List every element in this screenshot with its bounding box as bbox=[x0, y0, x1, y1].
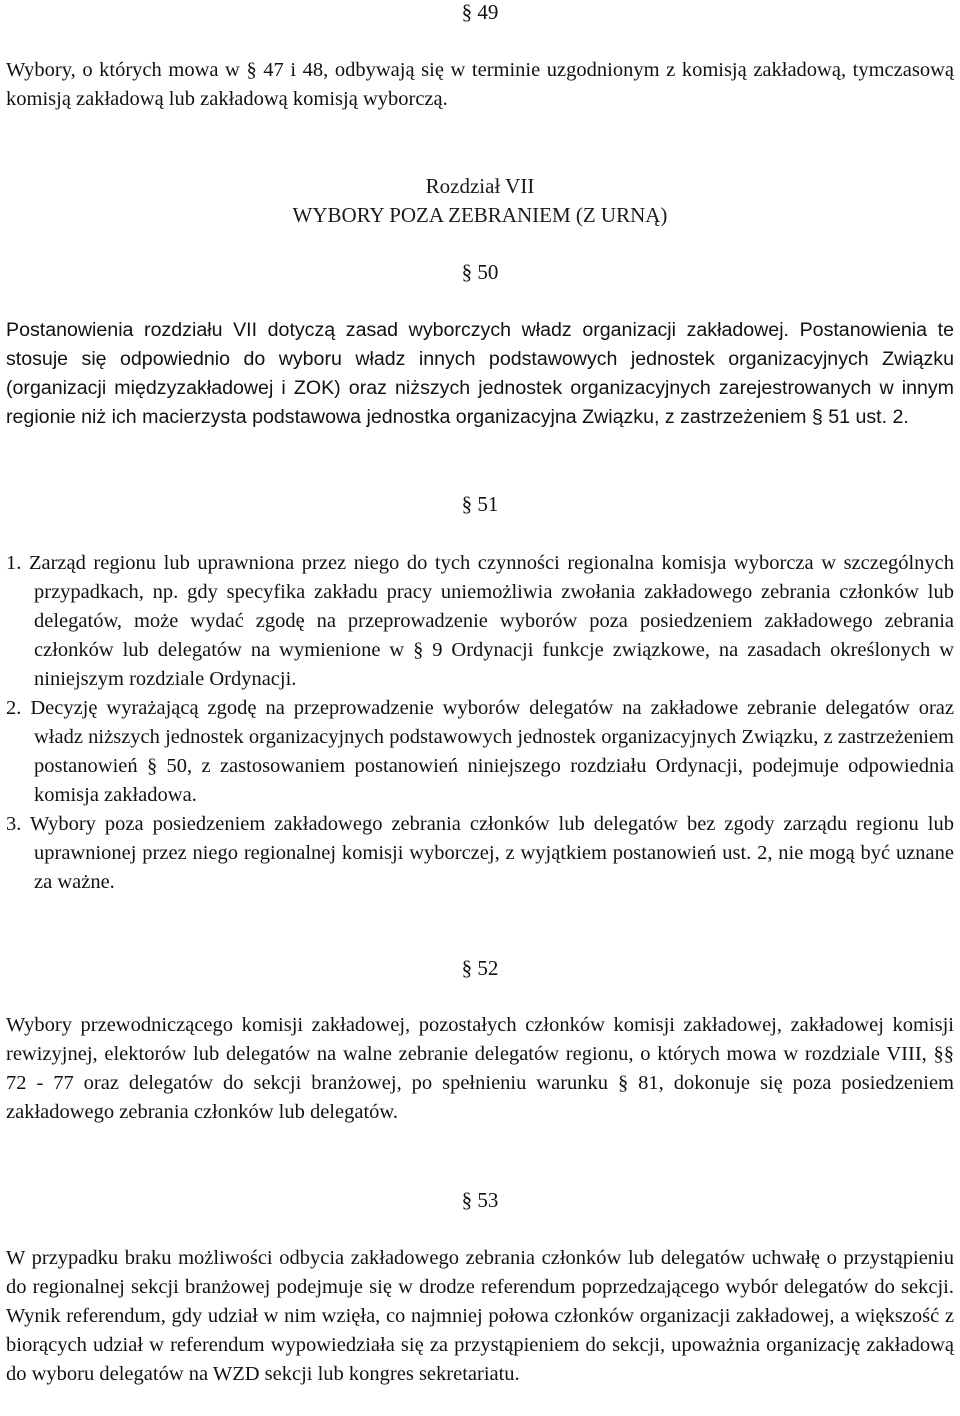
paragraph-52: Wybory przewodniczącego komisji zakładowej, pozostałych członków komisji zakładowej, zakładowej komisji rewizyjnej, elektorów lub delegatów na walne zebranie delegatów regionu, o których mowa w rozdziale VIII, §§ 72 - 77 oraz delegatów do sekcji branżowej, po spełnieniu warunku § 81, dokonuje się poza posiedzeniem zakładowego zebrania członków lub delegatów. bbox=[6, 1014, 954, 1123]
chapter-number: Rozdział VII bbox=[425, 174, 535, 198]
section-51-item-1: 1. Zarząd regionu lub uprawniona przez niego do tych czynności regionalna komisja wyborcza w szczególnych przypadkach, np. gdy specyfika zakładu pracy uniemożliwia zwołania zakładowego zebrania członków lub delegatów, może wydać zgodę na przeprowadzenie wyborów poza posiedzeniem zakładowego zebrania członków lub delegatów na wymienione w § 9 Ordynacji funkcje związkowe, na zasadach określonych w niniejszym rozdziale Ordynacji. bbox=[6, 552, 954, 690]
section-heading-50: § 50 bbox=[461, 260, 499, 284]
section-heading-52: § 52 bbox=[461, 956, 499, 980]
section-heading-53: § 53 bbox=[461, 1188, 499, 1212]
section-51-item-2: 2. Decyzję wyrażającą zgodę na przeprowadzenie wyborów delegatów na zakładowe zebranie delegatów oraz władz niższych jednostek organizacyjnych podstawowych jednostek organizacyjnych Związku, z zastrzeżeniem postanowień § 50, z zastosowaniem postanowień niniejszego rozdziału Ordynacji, podejmuje odpowiednia komisja zakładowa. bbox=[6, 697, 954, 806]
paragraph-49: Wybory, o których mowa w § 47 i 48, odbywają się w terminie uzgodnionym z komisją zakładową, tymczasową komisją zakładową lub zakładową komisją wyborczą. bbox=[6, 59, 954, 110]
paragraph-50: Postanowienia rozdziału VII dotyczą zasad wyborczych władz organizacji zakładowej. Postanowienia te stosuje się odpowiednio do wyboru władz innych podstawowych jednostek organizacyjnych Związku (organizacji międzyzakładowej i ZOK) oraz niższych jednostek organizacyjnych zarejestrowanych w innym regionie niż ich macierzysta podstawowa jednostka organizacyjna Związku, z zastrzeżeniem § 51 ust. 2. bbox=[6, 319, 954, 428]
chapter-title: WYBORY POZA ZEBRANIEM (Z URNĄ) bbox=[292, 203, 668, 227]
section-51-body bbox=[6, 549, 954, 897]
section-heading-49: § 49 bbox=[461, 0, 499, 24]
paragraph-53: W przypadku braku możliwości odbycia zakładowego zebrania członków lub delegatów uchwałę o przystąpieniu do regionalnej sekcji branżowej podejmuje się w drodze referendum poprzedzającego wybór delegatów do sekcji. Wynik referendum, gdy udział w nim wzięła, co najmniej połowa członków organizacji zakładowej, a większość z biorących udział w referendum wypowiedziała się za przystąpieniem do sekcji, upoważnia organizację zakładową do wyboru delegatów na WZD sekcji lub kongres sekretariatu. bbox=[6, 1247, 954, 1385]
section-51-item-3: 3. Wybory poza posiedzeniem zakładowego zebrania członków lub delegatów bez zgody zarządu regionu lub uprawnionej przez niego regionalnej komisji wyborczej, z wyjątkiem postanowień ust. 2, nie mogą być uznane za ważne. bbox=[6, 813, 954, 893]
section-heading-51: § 51 bbox=[461, 492, 499, 516]
